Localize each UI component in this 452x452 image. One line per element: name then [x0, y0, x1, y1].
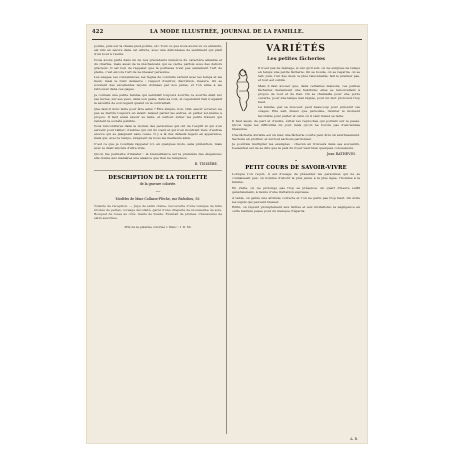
section-ornament: —	[155, 188, 161, 195]
varietes-paragraph-4: Une fâcherie durable est un mal; une fâcherie courte peut être un avertissement. Sachons en profiter, et surtout sachons pardonner.	[232, 132, 360, 141]
savoir-vivre-paragraph-3: À table, on garde une attitude correcte et l’on ne parle pas trop haut. On évite les sujets qui peuvent blesser.	[232, 195, 360, 204]
left-paragraph-7: C’est ce que je voudrais rappeler ici, en quelques mots, sans prétention, mais avec le désir sincère d’être utile.	[94, 142, 222, 151]
toilette-description-text: Toilette de réception. — Jupe de satin crème, recouverte d’une tunique de tulle brodée de perles; corsage décolleté, garni d’une draperie de mousseline de soie. Bouquet de roses au côté. Gants de Suède. Éventail de plumes. Chaussures de satin assorties.	[94, 203, 222, 220]
savoir-vivre-title: PETIT COURS DE SAVOIR-VIVRE	[245, 165, 347, 172]
left-signature: R. TISSIÈRE.	[194, 161, 218, 166]
toilette-section-subtitle: de la gravure coloriée.	[139, 181, 177, 186]
savoir-vivre-paragraph-2: En visite, on ne prolonge pas trop sa présence; un quart d’heure suffit généralement, à moins d’une invitation expresse.	[232, 186, 360, 195]
left-column	[94, 44, 222, 434]
section-bullet: •	[294, 158, 298, 164]
right-signature: Jean RATHEVIN.	[326, 152, 356, 157]
varietes-paragraph-1: Mais il faut avouer que, dans certaines maisons, ces petites fâcheries deviennent une habitude; elles se renouvellent à propos de tout et de rien. On se chamaille pour une porte ouverte, pour une lampe mal réglée, pour un mot prononcé trop haut.	[258, 83, 360, 104]
toilette-section-small: Modèles de Mme Collasse-Flèche, rue Richelieu, 93.	[115, 196, 201, 201]
varietes-intro: Il n’est pas de ménage, si uni qu’il soit, où ne surgisse de temps en temps une petite fâcherie. On se boude, on se regarde, on se tait; puis, l’un des deux, le plus raisonnable, fait le premier pas, et tout est oublié.	[258, 66, 360, 83]
savoir-vivre-paragraph-1: Lorsque l’on reçoit, il est d’usage de présenter les personnes qui ne se connaissent pas; on nomme d’abord la plus jeune à la plus âgée, l’homme à la femme.	[232, 172, 360, 185]
column-divider	[226, 42, 227, 434]
varietes-text	[232, 66, 360, 150]
publication-title: LA MODE ILLUSTRÉE, JOURNAL DE LA FAMILLE.	[150, 29, 304, 35]
page-header	[92, 29, 362, 39]
toilette-description	[94, 204, 222, 220]
header-rule	[92, 39, 362, 40]
varietes-title: VARIÉTÉS	[266, 44, 326, 54]
varietes-paragraph-2: La femme, par sa douceur, peut beaucoup pour prévenir ces orages. Elle sait, mieux que personne, deviner le moment favorable pour parler et celui où il vaut mieux se taire.	[258, 105, 360, 118]
figure-illustration	[232, 67, 254, 113]
left-paragraph-3: Les usages, les convenances, les règles de conduite varient avec les temps et les lieux; mais le fond demeure : respect d’autrui, discrétion, mesure. On se souvient des excellentes leçons données par nos pères, et l’on aime à les retrouver dans ces pages.	[94, 75, 222, 92]
left-paragraph-2: Nous avons parlé dans un de nos précédents numéros du caractère aimable et du charme, mais aussi de la méchanceté qui se cache parfois sous des dehors gracieux. Il est bon de rappeler que la politesse n’est pas seulement l’art de plaire, c’est encore l’art de ne blesser personne.	[94, 57, 222, 74]
left-paragraph-8: Qu’on me permette d’insister : la bienveillance est la première des élégances; elle donne aux manières une aisance que rien ne remplace.	[94, 151, 222, 160]
varietes-paragraph-5: Je pourrais multiplier les exemples : chacun en trouvera dans ses souvenirs. L’essentiel est de se dire que la paix du foyer vaut bien quelques concessions.	[232, 142, 360, 151]
page-number: 422	[92, 29, 104, 35]
left-text	[94, 44, 222, 160]
toilette-price-note: Prix de la planche coloriée 1 franc ; 1 fr. 50.	[124, 224, 192, 229]
left-paragraph-4: Je connais une petite femme qui semblait toujours sourire; le sourire était sur ses lèvres, sur ses yeux, dans son geste, dans sa voix, et cependant rien n’égalait la sévérité de son regard quand on la contrariait.	[94, 93, 222, 106]
right-column	[232, 44, 360, 434]
left-section-rule	[94, 170, 222, 171]
left-paragraph-5: Que faut-il donc faire pour être aimé ? Être simple, bon, vrai; savoir écouter; ne pas se mettre toujours en avant; laisser parler les autres, et parler soi-même à propos. Il faut aussi savoir se taire, et surtout éviter les petits travers qui rendent la société pénible.	[94, 106, 222, 123]
newspaper-page	[86, 24, 368, 444]
savoir-vivre-paragraph-4: Enfin, on répond promptement aux lettres et aux invitations; la négligence en cette matière passe pour un manque d’égards.	[232, 205, 360, 214]
toilette-section-title: DESCRIPTION DE LA TOILETTE	[108, 174, 208, 181]
left-paragraph-6: Vous rencontrerez dans le monde des personnes qui ont de l’esprit et qui s’en servent pour railler; d’autres qui ont du cœur et qui n’en montrent rien; d’autres encore qui se plaignent sans cesse. Il y a là des défauts légers en apparence, mais qui, avec le temps, éloignent de nous les meilleurs amis.	[94, 124, 222, 141]
savoir-vivre-text	[232, 172, 360, 213]
left-paragraph-1: pointe, puis sur la chaise pied-pointe, etc. Tout ce que nous avons vu ou entendu, est mis en œuvre dans cet article, avec une délicatesse de sentiment qui plaît d’un bout à l’autre.	[94, 44, 222, 57]
page-footer-mark: A. R.	[350, 437, 358, 441]
varietes-subtitle: Les petites fâcheries	[267, 56, 325, 62]
varietes-paragraph-3: Il faut aussi, de part et d’autre, éviter les reproches qui portent sur le passé. Qu’on règle les difficultés du jour, mais qu’on ne rouvre pas d’anciennes blessures.	[232, 119, 360, 132]
